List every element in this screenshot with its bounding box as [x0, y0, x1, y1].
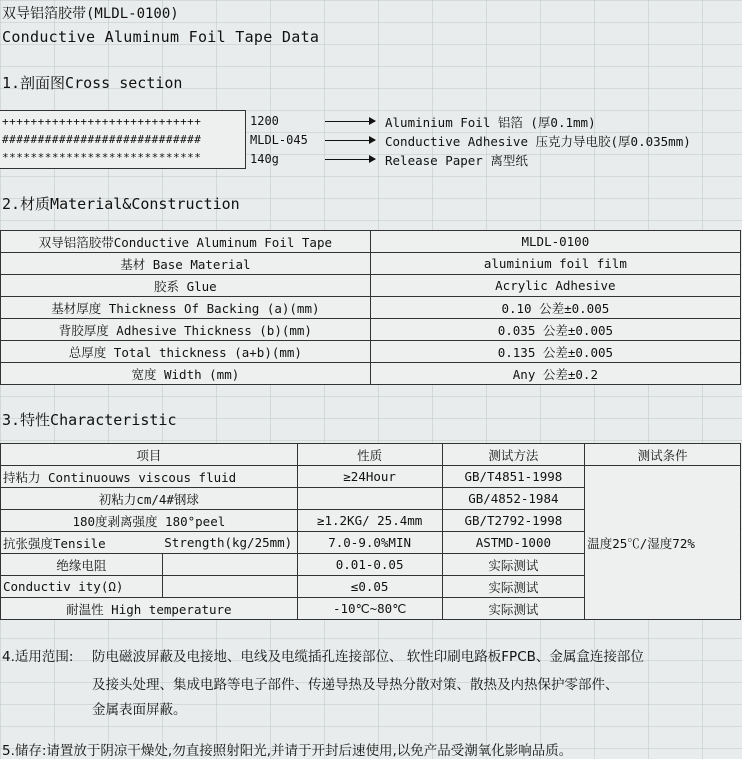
value-cell: ≤0.05: [297, 576, 442, 598]
layer-code-release: 140g: [250, 152, 279, 166]
material-value: Acrylic Adhesive: [370, 275, 740, 297]
empty-cell: [162, 576, 297, 598]
layer-code-foil: 1200: [250, 114, 279, 128]
method-cell: GB/4852-1984: [442, 488, 585, 510]
item-cell: 绝缘电阻: [1, 554, 163, 576]
material-label: 背胶厚度 Adhesive Thickness (b)(mm): [1, 319, 371, 341]
material-value: 0.035 公差±0.005: [370, 319, 740, 341]
document-title: 双导铝箔胶带(MLDL-0100): [2, 6, 179, 22]
layer-pattern-foil: ++++++++++++++++++++++++++++: [2, 115, 202, 128]
value-cell: ≥1.2KG/ 25.4mm: [297, 510, 442, 532]
application-line-2: 及接头处理、集成电路等电子部件、传递导热及导热分散对策、散热及内热保护零部件、: [92, 677, 619, 693]
table-row: [1, 341, 741, 363]
method-cell: 实际测试: [442, 598, 585, 620]
item-cell: Conductiv ity(Ω): [1, 576, 163, 598]
method-cell: 实际测试: [442, 554, 585, 576]
table-row: [1, 297, 741, 319]
method-cell: GB/T2792-1998: [442, 510, 585, 532]
material-label: 胶系 Glue: [1, 275, 371, 297]
material-label: 基材 Base Material: [1, 253, 371, 275]
layer-desc-adhesive: Conductive Adhesive 压克力导电胶(厚0.035mm): [385, 134, 691, 149]
material-label: 基材厚度 Thickness Of Backing (a)(mm): [1, 297, 371, 319]
material-value: 0.10 公差±0.005: [370, 297, 740, 319]
material-table: [0, 230, 741, 385]
header-test-method: 测试方法: [442, 444, 585, 466]
item-cell: 持粘力 Continuouws viscous fluid: [1, 466, 298, 488]
value-cell: 0.01-0.05: [297, 554, 442, 576]
characteristic-table: [0, 443, 741, 620]
header-test-condition: 测试条件: [585, 444, 741, 466]
method-cell: GB/T4851-1998: [442, 466, 585, 488]
empty-cell: [162, 554, 297, 576]
layer-code-adhesive: MLDL-045: [250, 133, 308, 147]
section-heading-characteristic: 3.特性Characteristic: [2, 411, 177, 429]
value-cell: -10℃~80℃: [297, 598, 442, 620]
table-row: [1, 319, 741, 341]
application-label: 4.适用范围:: [2, 649, 74, 665]
condition-cell: 温度25℃/湿度72%: [585, 466, 741, 620]
material-value: Any 公差±0.2: [370, 363, 740, 385]
material-label: 宽度 Width (mm): [1, 363, 371, 385]
item-cell: 耐温性 High temperature: [1, 598, 298, 620]
header-property: 性质: [297, 444, 442, 466]
table-header-row: [1, 444, 741, 466]
method-cell: ASTMD-1000: [442, 532, 585, 554]
table-row: [1, 466, 741, 488]
method-cell: 实际测试: [442, 576, 585, 598]
arrow-icon: [325, 121, 375, 122]
arrow-icon: [325, 159, 375, 160]
layer-pattern-release: ****************************: [2, 151, 202, 164]
section-heading-cross-section: 1.剖面图Cross section: [2, 74, 183, 92]
arrow-icon: [325, 140, 375, 141]
cross-section-diagram: [0, 110, 246, 169]
layer-pattern-adhesive: ############################: [2, 133, 202, 146]
value-cell: [297, 488, 442, 510]
item-cell: 初粘力cm/4#钢球: [1, 488, 298, 510]
table-row: [1, 253, 741, 275]
item-cell: 180度剥离强度 180°peel: [1, 510, 298, 532]
document-subtitle: Conductive Aluminum Foil Tape Data: [2, 28, 320, 46]
table-row: [1, 231, 741, 253]
material-value: MLDL-0100: [370, 231, 740, 253]
layer-desc-release: Release Paper 离型纸: [385, 153, 528, 168]
item-cell-cont: Strength(kg/25mm): [162, 532, 297, 554]
table-row: [1, 363, 741, 385]
layer-desc-foil: Aluminium Foil 铝箔 (厚0.1mm): [385, 115, 596, 130]
material-label: 双导铝箔胶带Conductive Aluminum Foil Tape: [1, 231, 371, 253]
material-value: 0.135 公差±0.005: [370, 341, 740, 363]
item-cell: 抗张强度Tensile: [1, 532, 163, 554]
section-heading-material: 2.材质Material&Construction: [2, 195, 240, 213]
application-line-1: 防电磁波屏蔽及电接地、电线及电缆插孔连接部位、 软性印刷电路板FPCB、金属盒连接部位: [92, 649, 644, 665]
material-label: 总厚度 Total thickness (a+b)(mm): [1, 341, 371, 363]
header-item: 项目: [1, 444, 298, 466]
value-cell: ≥24Hour: [297, 466, 442, 488]
value-cell: 7.0-9.0%MIN: [297, 532, 442, 554]
application-line-3: 金属表面屏蔽。: [92, 702, 187, 718]
material-value: aluminium foil film: [370, 253, 740, 275]
table-row: [1, 275, 741, 297]
storage-note: 5.储存:请置放于阴凉干燥处,勿直接照射阳光,并请于开封后速使用,以免产品受潮氧化影响品质。: [2, 743, 573, 759]
